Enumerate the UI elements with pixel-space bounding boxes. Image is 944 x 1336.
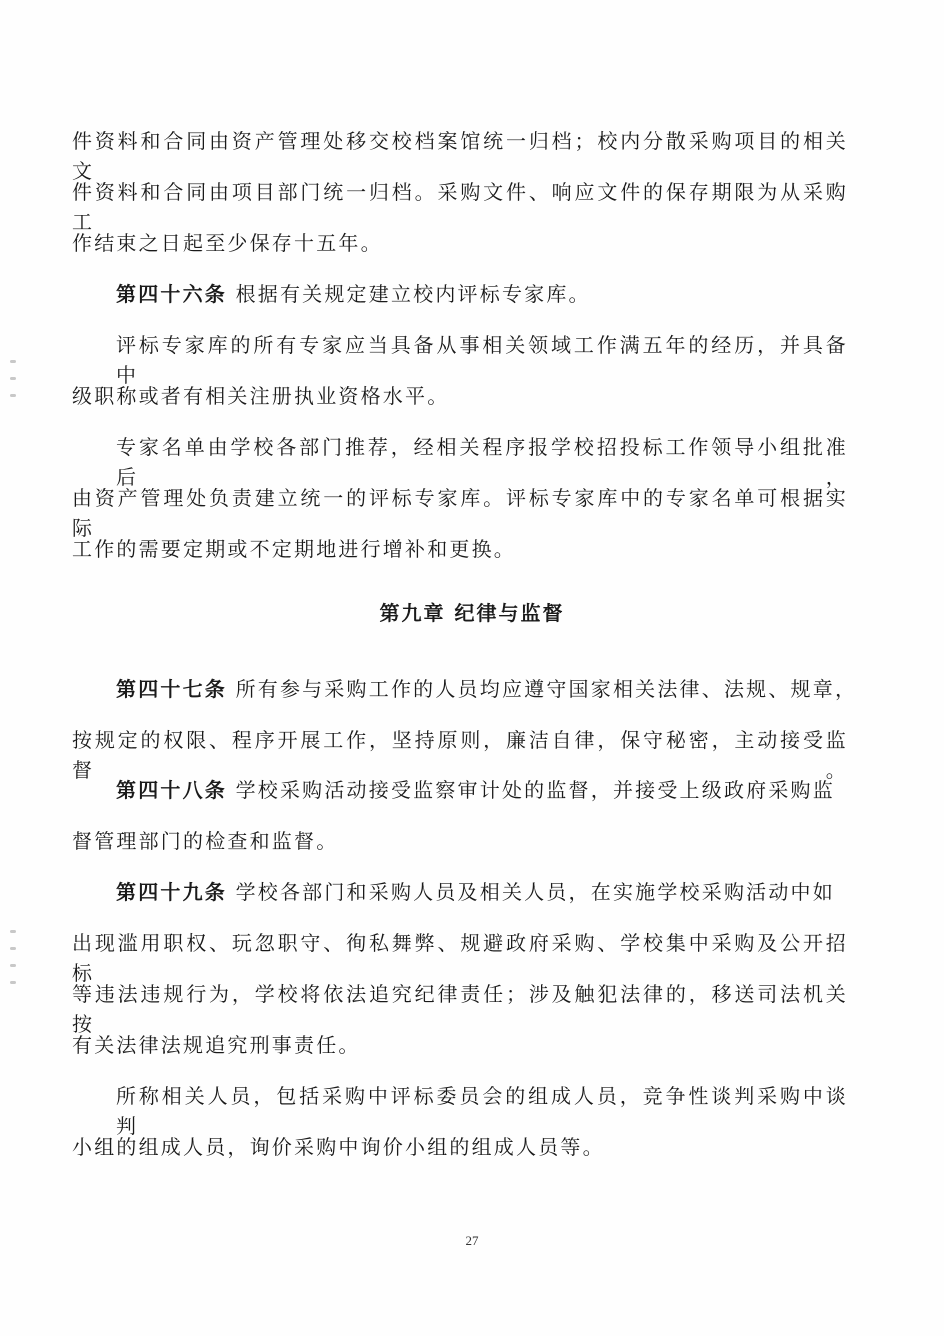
text-line: 小组的组成人员，询价采购中询价小组的组成人员等。 xyxy=(72,1135,605,1159)
article-47-line xyxy=(72,674,858,704)
article-49-text: 学校各部门和采购人员及相关人员，在实施学校采购活动中如 xyxy=(235,880,835,904)
article-49-label: 第四十九条 xyxy=(116,880,227,904)
page-number: 27 xyxy=(465,1233,479,1248)
binding-hole-marks-bottom xyxy=(10,930,30,998)
text-line: 作结束之日起至少保存十五年。 xyxy=(72,231,383,255)
text-line: 等违法违规行为，学校将依法追究纪律责任；涉及触犯法律的，移送司法机关按 xyxy=(72,982,848,1036)
article-48-label: 第四十八条 xyxy=(116,778,227,802)
text-line: 按规定的权限、程序开展工作，坚持原则，廉洁自律，保守秘密，主动接受监督。 xyxy=(72,728,848,782)
text-line: 级职称或者有相关注册执业资格水平。 xyxy=(72,384,450,408)
article-46-text: 根据有关规定建立校内评标专家库。 xyxy=(235,282,591,306)
text-line: 所称相关人员，包括采购中评标委员会的组成人员，竞争性谈判采购中谈判 xyxy=(116,1084,848,1138)
text-line: 件资料和合同由项目部门统一归档。采购文件、响应文件的保存期限为从采购工 xyxy=(72,180,848,234)
text-line: 有关法律法规追究刑事责任。 xyxy=(72,1033,361,1057)
article-48-line xyxy=(72,775,848,805)
article-47-text: 所有参与采购工作的人员均应遵守国家相关法律、法规、规章， xyxy=(235,677,858,701)
chapter-heading: 第九章 纪律与监督 xyxy=(379,601,565,625)
text-line: 工作的需要定期或不定期地进行增补和更换。 xyxy=(72,537,516,561)
text-line: 专家名单由学校各部门推荐，经相关程序报学校招投标工作领导小组批准后， xyxy=(116,435,848,489)
article-46-line xyxy=(72,279,848,309)
text-line: 评标专家库的所有专家应当具备从事相关领域工作满五年的经历，并具备中 xyxy=(116,333,848,387)
article-49-line xyxy=(72,877,848,907)
article-47-label: 第四十七条 xyxy=(116,677,227,701)
text-line: 出现滥用职权、玩忽职守、徇私舞弊、规避政府采购、学校集中采购及公开招标 xyxy=(72,931,848,985)
article-46-label: 第四十六条 xyxy=(116,282,227,306)
text-line: 督管理部门的检查和监督。 xyxy=(72,829,339,853)
article-48-text: 学校采购活动接受监察审计处的监督，并接受上级政府采购监 xyxy=(235,778,835,802)
text-line: 由资产管理处负责建立统一的评标专家库。评标专家库中的专家名单可根据实际 xyxy=(72,486,848,540)
text-line: 件资料和合同由资产管理处移交校档案馆统一归档；校内分散采购项目的相关文 xyxy=(72,129,848,183)
binding-hole-marks-top xyxy=(10,360,30,411)
